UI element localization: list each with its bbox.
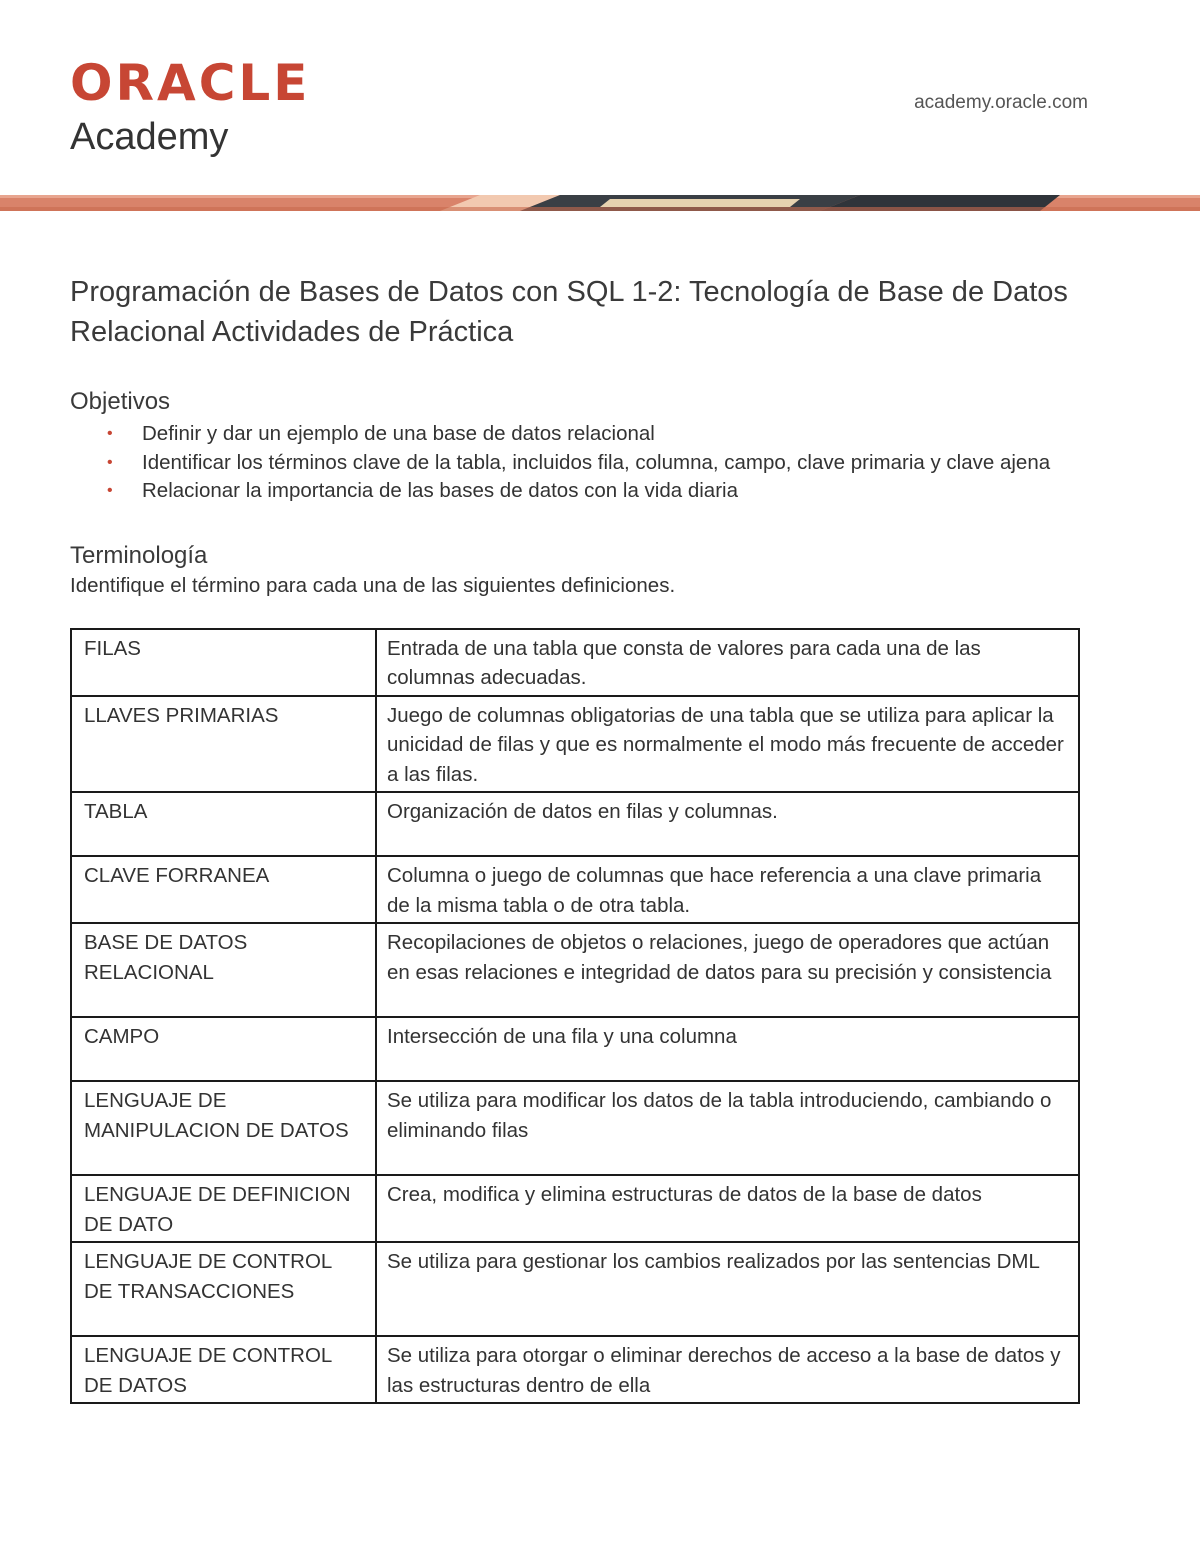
objectives-heading: Objetivos: [70, 388, 171, 415]
definition-cell: Columna o juego de columnas que hace referencia a una clave primaria de la misma tabla o de otra tabla.: [376, 856, 1079, 923]
table-row: [71, 1081, 1079, 1175]
objective-item: [107, 420, 1125, 449]
objectives-list: [70, 420, 1125, 506]
table-row: [71, 1175, 1079, 1242]
definition-cell: Se utiliza para otorgar o eliminar derechos de acceso a la base de datos y las estructuras dentro de ella: [376, 1336, 1079, 1403]
document-title: Programación de Bases de Datos con SQL 1-2: Tecnología de Base de Datos Relacional Actividades de Práctica: [70, 276, 1068, 348]
table-row: [71, 923, 1079, 1017]
definition-cell: Crea, modifica y elimina estructuras de datos de la base de datos: [376, 1175, 1079, 1242]
term-cell[interactable]: CAMPO: [71, 1017, 376, 1081]
site-url: academy.oracle.com: [914, 92, 1088, 113]
term-cell[interactable]: CLAVE FORRANEA: [71, 856, 376, 923]
table-row: [71, 856, 1079, 923]
term-cell[interactable]: LLAVES PRIMARIAS: [71, 696, 376, 793]
definition-cell: Se utiliza para gestionar los cambios realizados por las sentencias DML: [376, 1242, 1079, 1336]
objective-text: Identificar los términos clave de la tabla, incluidos fila, columna, campo, clave primaria y clave ajena: [142, 450, 1051, 474]
objective-text: Relacionar la importancia de las bases de datos con la vida diaria: [142, 479, 738, 502]
definition-cell: Intersección de una fila y una columna: [376, 1017, 1079, 1081]
objective-item: [107, 477, 1125, 506]
table-row: [71, 1242, 1079, 1336]
bullet-icon: •: [107, 453, 113, 471]
term-cell[interactable]: LENGUAJE DE MANIPULACION DE DATOS: [71, 1081, 376, 1175]
bullet-icon: •: [107, 425, 113, 442]
term-cell[interactable]: LENGUAJE DE DEFINICION DE DATO: [71, 1175, 376, 1242]
term-cell[interactable]: BASE DE DATOS RELACIONAL: [71, 923, 376, 1017]
term-cell[interactable]: LENGUAJE DE CONTROL DE TRANSACCIONES: [71, 1242, 376, 1336]
table-row: [71, 1336, 1079, 1403]
objective-text: Definir y dar un ejemplo de una base de datos relacional: [142, 422, 655, 445]
table-row: [71, 1017, 1079, 1081]
table-row: [71, 629, 1079, 696]
term-cell[interactable]: FILAS: [71, 629, 376, 696]
oracle-logo: ORACLE: [70, 54, 311, 112]
academy-wordmark: Academy: [70, 116, 229, 158]
table-row: [71, 792, 1079, 856]
definition-cell: Se utiliza para modificar los datos de la tabla introduciendo, cambiando o eliminando filas: [376, 1081, 1079, 1175]
table-row: [71, 696, 1079, 793]
bullet-icon: •: [107, 482, 113, 499]
document-body: [70, 272, 1125, 1404]
definition-cell: Juego de columnas obligatorias de una tabla que se utiliza para aplicar la unicidad de filas y que es normalmente el modo más frecuente de acceder a las filas.: [376, 696, 1079, 793]
term-cell[interactable]: LENGUAJE DE CONTROL DE DATOS: [71, 1336, 376, 1403]
definition-cell: Recopilaciones de objetos o relaciones, juego de operadores que actúan en esas relaciones e integridad de datos para su precisión y consistencia: [376, 923, 1079, 1017]
definition-cell: Organización de datos en filas y columnas.: [376, 792, 1079, 856]
term-cell[interactable]: TABLA: [71, 792, 376, 856]
decorative-banner-stripe: [0, 195, 1200, 211]
terminology-heading: Terminología: [70, 541, 208, 569]
terminology-instructions: Identifique el término para cada una de las siguientes definiciones.: [70, 573, 676, 597]
page-header: [0, 0, 1200, 215]
definition-cell: Entrada de una tabla que consta de valores para cada una de las columnas adecuadas.: [376, 629, 1079, 696]
objective-item: [107, 449, 1125, 478]
terminology-table: [70, 628, 1080, 1405]
